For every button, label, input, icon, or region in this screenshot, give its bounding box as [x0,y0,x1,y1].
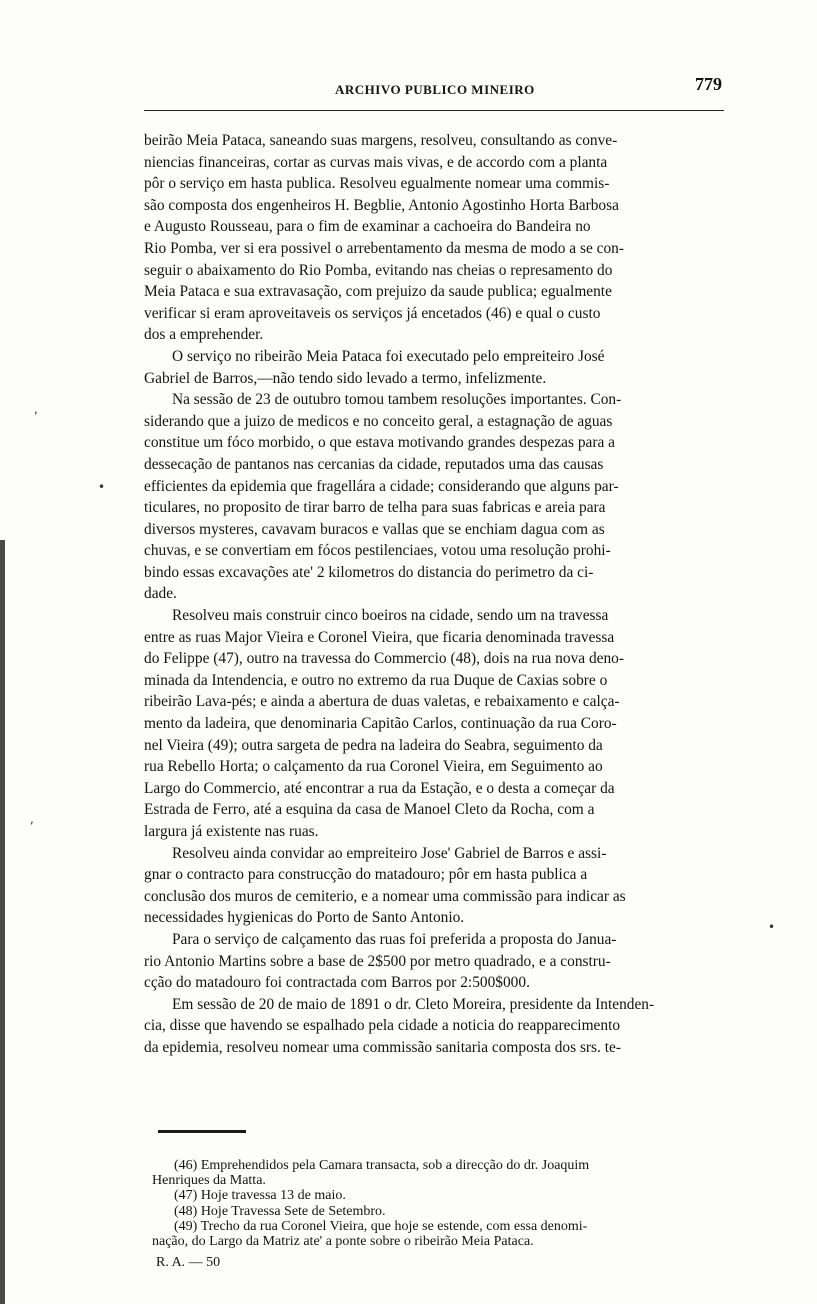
body-line: verificar si eram aproveitaveis os serviços já encetados (46) e qual o custo [144,304,601,322]
body-line: Resolveu ainda convidar ao empreiteiro Jose' Gabriel de Barros e assi- [172,844,607,862]
body-line: Em sessão de 20 de maio de 1891 o dr. Cleto Moreira, presidente da Intenden- [172,995,655,1013]
body-line: e Augusto Rousseau, para o fim de examinar a cachoeira do Bandeira no [144,218,591,236]
footnote-line: (48) Hoje Travessa Sete de Setembro. [174,1203,386,1219]
body-line: beirão Meia Pataca, saneando suas margens, resolveu, consultando as conve- [144,132,618,149]
scan-speck: • [768,920,776,934]
scan-speck: , [30,812,34,826]
body-line: da epidemia, resolveu nomear uma commissão sanitaria composta dos srs. te- [144,1038,621,1056]
body-line: constitue um fóco morbido, o que estava motivando grandes despezas para a [144,434,615,452]
body-line: conclusão dos muros de cemiterio, e a nomear uma commissão para indicar as [144,887,626,905]
footnote-line: nação, do Largo da Matriz ate' a ponte sobre o ribeirão Meia Pataca. [152,1233,534,1249]
body-line: rua Rebello Horta; o calçamento da rua Coronel Vieira, em Seguimento ao [144,758,603,776]
footnote-line: (49) Trecho da rua Coronel Vieira, que hoje se estende, com essa denomi- [174,1218,588,1234]
body-line: são composta dos engenheiros H. Begblie, Antonio Agostinho Horta Barbosa [144,196,619,214]
body-line: Para o serviço de calçamento das ruas foi preferida a proposta do Janua- [172,930,617,948]
scan-speck: • [98,480,106,494]
body-line: rio Antonio Martins sobre a base de 2$500 por metro quadrado, e a constru- [144,952,611,970]
body-line: nel Vieira (49); outra sargeta de pedra na ladeira do Seabra, seguimento da [144,736,603,754]
body-line: ribeirão Lava-pés; e ainda a abertura de duas valetas, e rebaixamento e calça- [144,693,620,711]
body-line: efficientes da epidemia que fragellára a cidade; considerando que alguns par- [144,477,619,495]
body-line: Largo do Commercio, até encontrar a rua da Estação, e o desta a começar da [144,779,615,797]
body-line: ticulares, no proposito de tirar barro de telha para suas fabricas e areia para [144,499,606,517]
footnotes [152,1158,732,1270]
footnote-line: (46) Emprehendidos pela Camara transacta, sob a direcção do dr. Joaquim [174,1158,590,1173]
body-line: Na sessão de 23 de outubro tomou tambem resoluções importantes. Con- [172,391,622,409]
body-line: do Felippe (47), outro na travessa do Commercio (48), dois na rua nova deno- [144,650,624,668]
body-line: dessecação de pantanos nas cercanias da cidade, reputados uma das causas [144,455,604,473]
body-line: cção do matadouro foi contractada com Barros por 2:500$000. [144,974,530,992]
body-line: chuvas, e se convertiam em fócos pestilenciaes, votou uma resolução prohi- [144,542,611,560]
running-head: ARCHIVO PUBLICO MINEIRO [335,82,535,97]
header-rule [144,110,724,111]
body-line: gnar o contracto para construcção do matadouro; pôr em hasta publica a [144,866,588,884]
footnote-rule [158,1130,246,1133]
body-line: O serviço no ribeirão Meia Pataca foi executado pelo empreiteiro José [172,347,605,365]
body-line: dos a emprehender. [144,326,264,344]
body-line: Meia Pataca e sua extravasação, com prejuizo da saude publica; egualmente [144,283,612,301]
body-line: pôr o serviço em hasta publica. Resolveu egualmente nomear uma commis- [144,175,610,193]
body-line: necessidades hygienicas do Porto de Santo Antonio. [144,909,465,927]
body-line: cia, disse que havendo se espalhado pela cidade a noticia do reapparecimento [144,1017,621,1035]
footnote-line: (47) Hoje travessa 13 de maio. [174,1188,346,1204]
body-line: dade. [144,585,177,603]
body-line: minada da Intendencia, e outro no extremo da rua Duque de Caxias sobre o [144,671,608,689]
body-line: bindo essas excavações ate' 2 kilometros do distancia do perimetro da ci- [144,563,594,581]
body-line: siderando que a juizo de medicos e no conceito geral, a estagnação de aguas [144,412,613,430]
signature-mark: R. A. — 50 [156,1255,221,1271]
body-line: largura já existente nas ruas. [144,823,319,840]
scan-speck: , [34,402,38,416]
body-line: niencias financeiras, cortar as curvas mais vivas, e de accordo com a planta [144,153,608,171]
footnote-line: Henriques da Matta. [152,1173,266,1189]
body-line: entre as ruas Major Vieira e Coronel Vieira, que ficaria denominada travessa [144,628,615,646]
body-line: Resolveu mais construir cinco boeiros na cidade, sendo um na travessa [172,607,609,625]
scan-edge-bar [0,540,5,1304]
page-number: 779 [695,74,722,94]
body-line: diversos mysteres, cavavam buracos e vallas que se enchiam dagua com as [144,520,605,538]
body-line: mento da ladeira, que denominaria Capitão Carlos, continuação da rua Coro- [144,715,617,733]
body-line: Gabriel de Barros,—não tendo sido levado a termo, infelizmente. [144,369,547,387]
body-text [144,130,726,1059]
body-line: seguir o abaixamento do Rio Pomba, evitando nas cheias o represamento do [144,261,613,279]
page-header [140,74,730,104]
body-line: Rio Pomba, ver si era possivel o arrebentamento da mesma de modo a se con- [144,239,624,257]
body-line: Estrada de Ferro, até a esquina da casa de Manoel Cleto da Rocha, com a [144,801,595,819]
